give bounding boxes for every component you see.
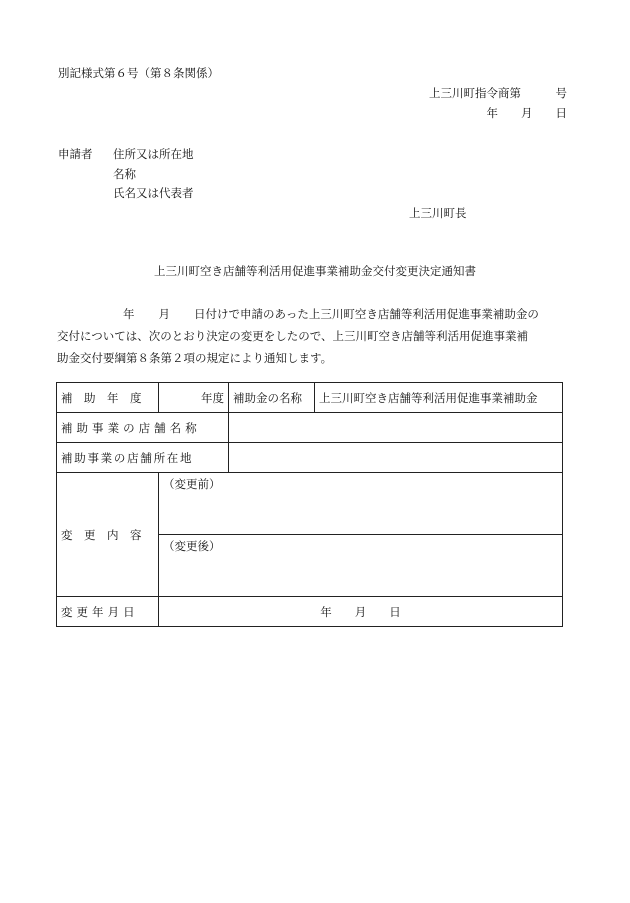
document-number: 上三川町指令商第 号 xyxy=(429,86,567,100)
subsidy-name-value: 上三川町空き店舗等利活用促進事業補助金 xyxy=(315,383,563,413)
table-row-change-date xyxy=(57,597,563,627)
store-address-field[interactable] xyxy=(229,443,563,473)
table-row-fiscal-year xyxy=(57,383,563,413)
subsidy-name-label: 補助金の名称 xyxy=(229,383,315,413)
change-date-label: 変更年月日 xyxy=(57,597,159,627)
applicant-representative-label: 氏名又は代表者 xyxy=(113,186,194,200)
table-row-store-name xyxy=(57,413,563,443)
table-row-store-address xyxy=(57,443,563,473)
applicant-address-label: 住所又は所在地 xyxy=(113,147,194,161)
change-details-label: 変 更 内 容 xyxy=(57,473,159,597)
table-row-change-before xyxy=(57,473,563,535)
fiscal-year-label: 補 助 年 度 xyxy=(57,383,159,413)
fiscal-year-value: 年度 xyxy=(159,383,229,413)
change-before-label: （変更前） xyxy=(163,477,221,491)
change-after-label: （変更後） xyxy=(163,539,221,553)
form-label: 別記様式第６号（第８条関係） xyxy=(58,66,219,80)
store-address-label: 補助事業の店舗所在地 xyxy=(57,443,229,473)
change-after-field[interactable] xyxy=(159,535,563,597)
store-name-label: 補助事業の店舗名称 xyxy=(57,413,229,443)
document-title: 上三川町空き店舗等利活用促進事業補助金交付変更決定通知書 xyxy=(154,264,476,278)
applicant-name-label: 名称 xyxy=(113,167,136,181)
change-date-value: 年 月 日 xyxy=(159,597,563,627)
body-line1: 日付けで申請のあった上三川町空き店舗等利活用促進事業補助金の xyxy=(194,307,539,321)
subsidy-details-table xyxy=(56,382,563,627)
applicant-label: 申請者 xyxy=(58,147,93,161)
notice-body xyxy=(57,303,563,369)
body-month: 月 xyxy=(158,307,170,321)
body-line3: 助金交付要綱第８条第２項の規定により通知します。 xyxy=(57,351,333,365)
change-before-field[interactable] xyxy=(159,473,563,535)
issuer-name: 上三川町長 xyxy=(409,206,467,220)
issue-date: 年 月 日 xyxy=(486,106,567,120)
body-year: 年 xyxy=(123,307,135,321)
store-name-field[interactable] xyxy=(229,413,563,443)
body-line2: 交付については、次のとおり決定の変更をしたので、上三川町空き店舗等利活用促進事業補 xyxy=(57,329,529,343)
